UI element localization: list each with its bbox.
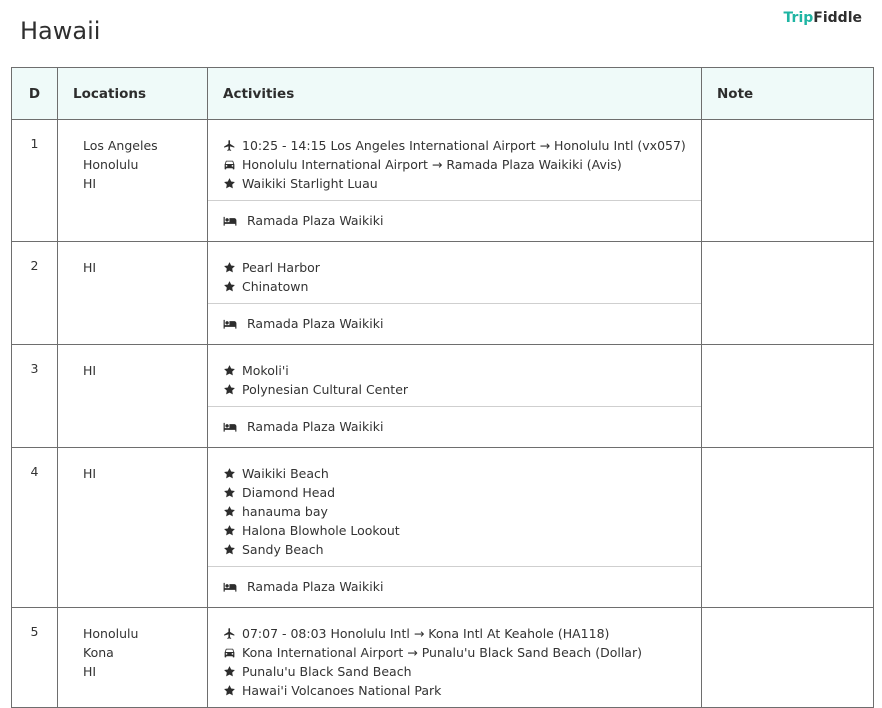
star-icon xyxy=(223,383,236,396)
activity-text: Mokoli'i xyxy=(242,363,289,378)
activity-text: Waikiki Beach xyxy=(242,466,329,481)
day-number: 3 xyxy=(12,345,58,448)
day-row xyxy=(12,608,874,708)
bed-icon xyxy=(223,421,236,433)
activity-item[interactable] xyxy=(223,502,701,521)
activity-item[interactable] xyxy=(223,662,701,681)
star-icon xyxy=(223,665,236,678)
star-icon xyxy=(223,177,236,190)
activity-text: Pearl Harbor xyxy=(242,260,320,275)
activity-text: Diamond Head xyxy=(242,485,336,500)
star-icon xyxy=(223,684,236,697)
hotel-stay[interactable] xyxy=(208,303,701,344)
activity-item[interactable] xyxy=(223,136,701,155)
table-header-row xyxy=(12,68,874,120)
day-number: 4 xyxy=(12,448,58,608)
activity-item[interactable] xyxy=(223,624,701,643)
plane-icon xyxy=(223,627,236,640)
day-note[interactable] xyxy=(702,120,874,242)
star-icon xyxy=(223,364,236,377)
location-name: HI xyxy=(83,664,97,679)
star-icon xyxy=(223,543,236,556)
day-locations xyxy=(58,345,208,448)
bed-icon xyxy=(223,215,236,227)
hotel-name: Ramada Plaza Waikiki xyxy=(247,213,384,228)
activity-text: Polynesian Cultural Center xyxy=(242,382,409,397)
activity-text: Chinatown xyxy=(242,279,309,294)
day-activities xyxy=(208,608,702,708)
header-day: D xyxy=(12,68,58,120)
activity-text: 10:25 - 14:15 Los Angeles International Airport → Honolulu Intl (vx057) xyxy=(242,138,686,153)
day-activities xyxy=(208,345,702,448)
day-note[interactable] xyxy=(702,608,874,708)
activity-item[interactable] xyxy=(223,258,701,277)
hotel-stay[interactable] xyxy=(208,200,701,241)
star-icon xyxy=(223,486,236,499)
day-locations xyxy=(58,448,208,608)
header-locations: Locations xyxy=(58,68,208,120)
activity-item[interactable] xyxy=(223,174,701,193)
day-activities xyxy=(208,120,702,242)
activity-list xyxy=(208,120,701,200)
location-name: Los Angeles xyxy=(83,138,158,153)
hotel-stay[interactable] xyxy=(208,406,701,447)
day-row xyxy=(12,345,874,448)
activity-text: Honolulu International Airport → Ramada Plaza Waikiki (Avis) xyxy=(242,157,622,172)
activity-text: Waikiki Starlight Luau xyxy=(242,176,378,191)
activity-item[interactable] xyxy=(223,464,701,483)
activity-item[interactable] xyxy=(223,155,701,174)
activity-text: Punalu'u Black Sand Beach xyxy=(242,664,412,679)
location-name: HI xyxy=(83,260,97,275)
location-name: Honolulu xyxy=(83,626,139,641)
activity-item[interactable] xyxy=(223,681,701,700)
day-note[interactable] xyxy=(702,242,874,345)
day-row xyxy=(12,448,874,608)
activity-list xyxy=(208,345,701,406)
hotel-name: Ramada Plaza Waikiki xyxy=(247,579,384,594)
location-name: Honolulu xyxy=(83,157,139,172)
hotel-name: Ramada Plaza Waikiki xyxy=(247,316,384,331)
activity-text: hanauma bay xyxy=(242,504,328,519)
bed-icon xyxy=(223,318,236,330)
activity-list xyxy=(208,608,701,707)
day-note[interactable] xyxy=(702,448,874,608)
activity-item[interactable] xyxy=(223,521,701,540)
activity-text: Halona Blowhole Lookout xyxy=(242,523,400,538)
day-locations xyxy=(58,242,208,345)
star-icon xyxy=(223,467,236,480)
activity-list xyxy=(208,448,701,566)
page-title: Hawaii xyxy=(20,17,101,45)
activity-item[interactable] xyxy=(223,277,701,296)
activity-item[interactable] xyxy=(223,380,701,399)
activity-list xyxy=(208,242,701,303)
tripfiddle-logo[interactable] xyxy=(784,10,862,26)
activity-text: Kona International Airport → Punalu'u Black Sand Beach (Dollar) xyxy=(242,645,642,660)
location-name: HI xyxy=(83,466,97,481)
day-note[interactable] xyxy=(702,345,874,448)
activity-text: Hawai'i Volcanoes National Park xyxy=(242,683,442,698)
plane-icon xyxy=(223,139,236,152)
day-number: 1 xyxy=(12,120,58,242)
activity-text: 07:07 - 08:03 Honolulu Intl → Kona Intl At Keahole (HA118) xyxy=(242,626,610,641)
bed-icon xyxy=(223,581,236,593)
day-number: 2 xyxy=(12,242,58,345)
star-icon xyxy=(223,280,236,293)
activity-item[interactable] xyxy=(223,483,701,502)
day-row xyxy=(12,120,874,242)
activity-text: Sandy Beach xyxy=(242,542,324,557)
hotel-name: Ramada Plaza Waikiki xyxy=(247,419,384,434)
logo-fiddle-text: Fiddle xyxy=(813,10,862,26)
location-name: HI xyxy=(83,363,97,378)
day-locations xyxy=(58,120,208,242)
header-activities: Activities xyxy=(208,68,702,120)
location-name: HI xyxy=(83,176,97,191)
car-icon xyxy=(223,646,236,659)
itinerary-body xyxy=(12,120,874,708)
location-name: Kona xyxy=(83,645,114,660)
header-note: Note xyxy=(702,68,874,120)
star-icon xyxy=(223,524,236,537)
car-icon xyxy=(223,158,236,171)
activity-item[interactable] xyxy=(223,643,701,662)
star-icon xyxy=(223,505,236,518)
day-number: 5 xyxy=(12,608,58,708)
itinerary-table xyxy=(11,67,874,708)
day-activities xyxy=(208,448,702,608)
star-icon xyxy=(223,261,236,274)
hotel-stay[interactable] xyxy=(208,566,701,607)
logo-trip-text: Trip xyxy=(783,10,814,26)
activity-item[interactable] xyxy=(223,540,701,559)
day-row xyxy=(12,242,874,345)
day-locations xyxy=(58,608,208,708)
day-activities xyxy=(208,242,702,345)
activity-item[interactable] xyxy=(223,361,701,380)
